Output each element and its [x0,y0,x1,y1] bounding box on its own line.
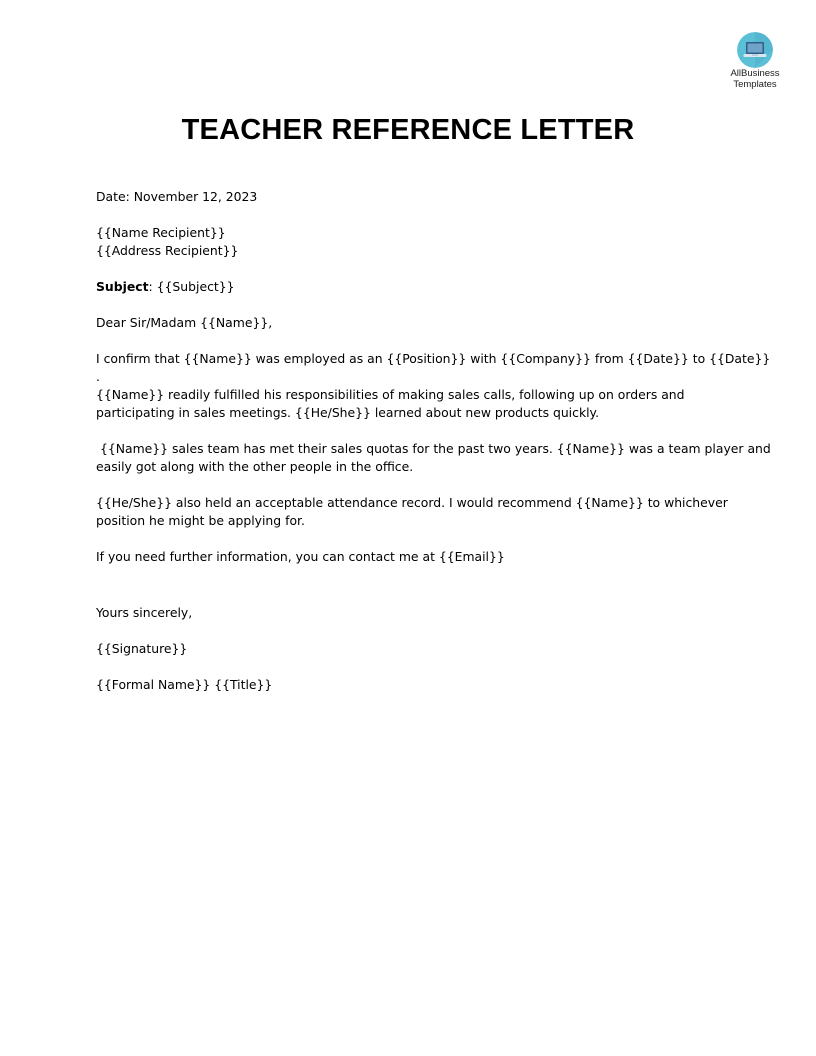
subject-value: : {{Subject}} [148,279,235,294]
paragraph-3-line-1: {{He/She}} also held an acceptable attendance record. I would recommend {{Name}} to whichever [96,495,728,510]
closing: Yours sincerely, [96,605,193,620]
logo-text-line2: Templates [733,79,777,90]
salutation: Dear Sir/Madam {{Name}}, [96,315,273,330]
contact-line: If you need further information, you can contact me at {{Email}} [96,549,505,564]
recipient-name: {{Name Recipient}} [96,225,226,240]
recipient-address: {{Address Recipient}} [96,243,239,258]
logo-text-line1: AllBusiness [730,68,780,79]
letter-closing [96,604,726,694]
signature-placeholder: {{Signature}} [96,641,188,656]
paragraph-3-line-2: position he might be applying for. [96,513,305,528]
paragraph-1-line-2: . [96,369,100,384]
paragraph-2-line-2: easily got along with the other people in the office. [96,459,414,474]
paragraph-1-line-4: participating in sales meetings. {{He/She}} learned about new products quickly. [96,405,600,420]
date-line: Date: November 12, 2023 [96,189,258,204]
subject-line [96,278,726,296]
paragraph-1-line-1: I confirm that {{Name}} was employed as an {{Position}} with {{Company}} from {{Date}} to {{Date}} [96,351,771,366]
allbusiness-logo [724,32,786,90]
document-title: TEACHER REFERENCE LETTER [181,114,635,146]
formal-name-title: {{Formal Name}} {{Title}} [96,677,273,692]
laptop-icon [737,32,773,68]
paragraph-2-line-1: {{Name}} sales team has met their sales quotas for the past two years. {{Name}} was a team player and [96,441,771,456]
letter-body [96,188,771,566]
paragraph-1-line-3: {{Name}} readily fulfilled his responsibilities of making sales calls, following up on orders and [96,387,685,402]
subject-label: Subject [96,279,149,294]
